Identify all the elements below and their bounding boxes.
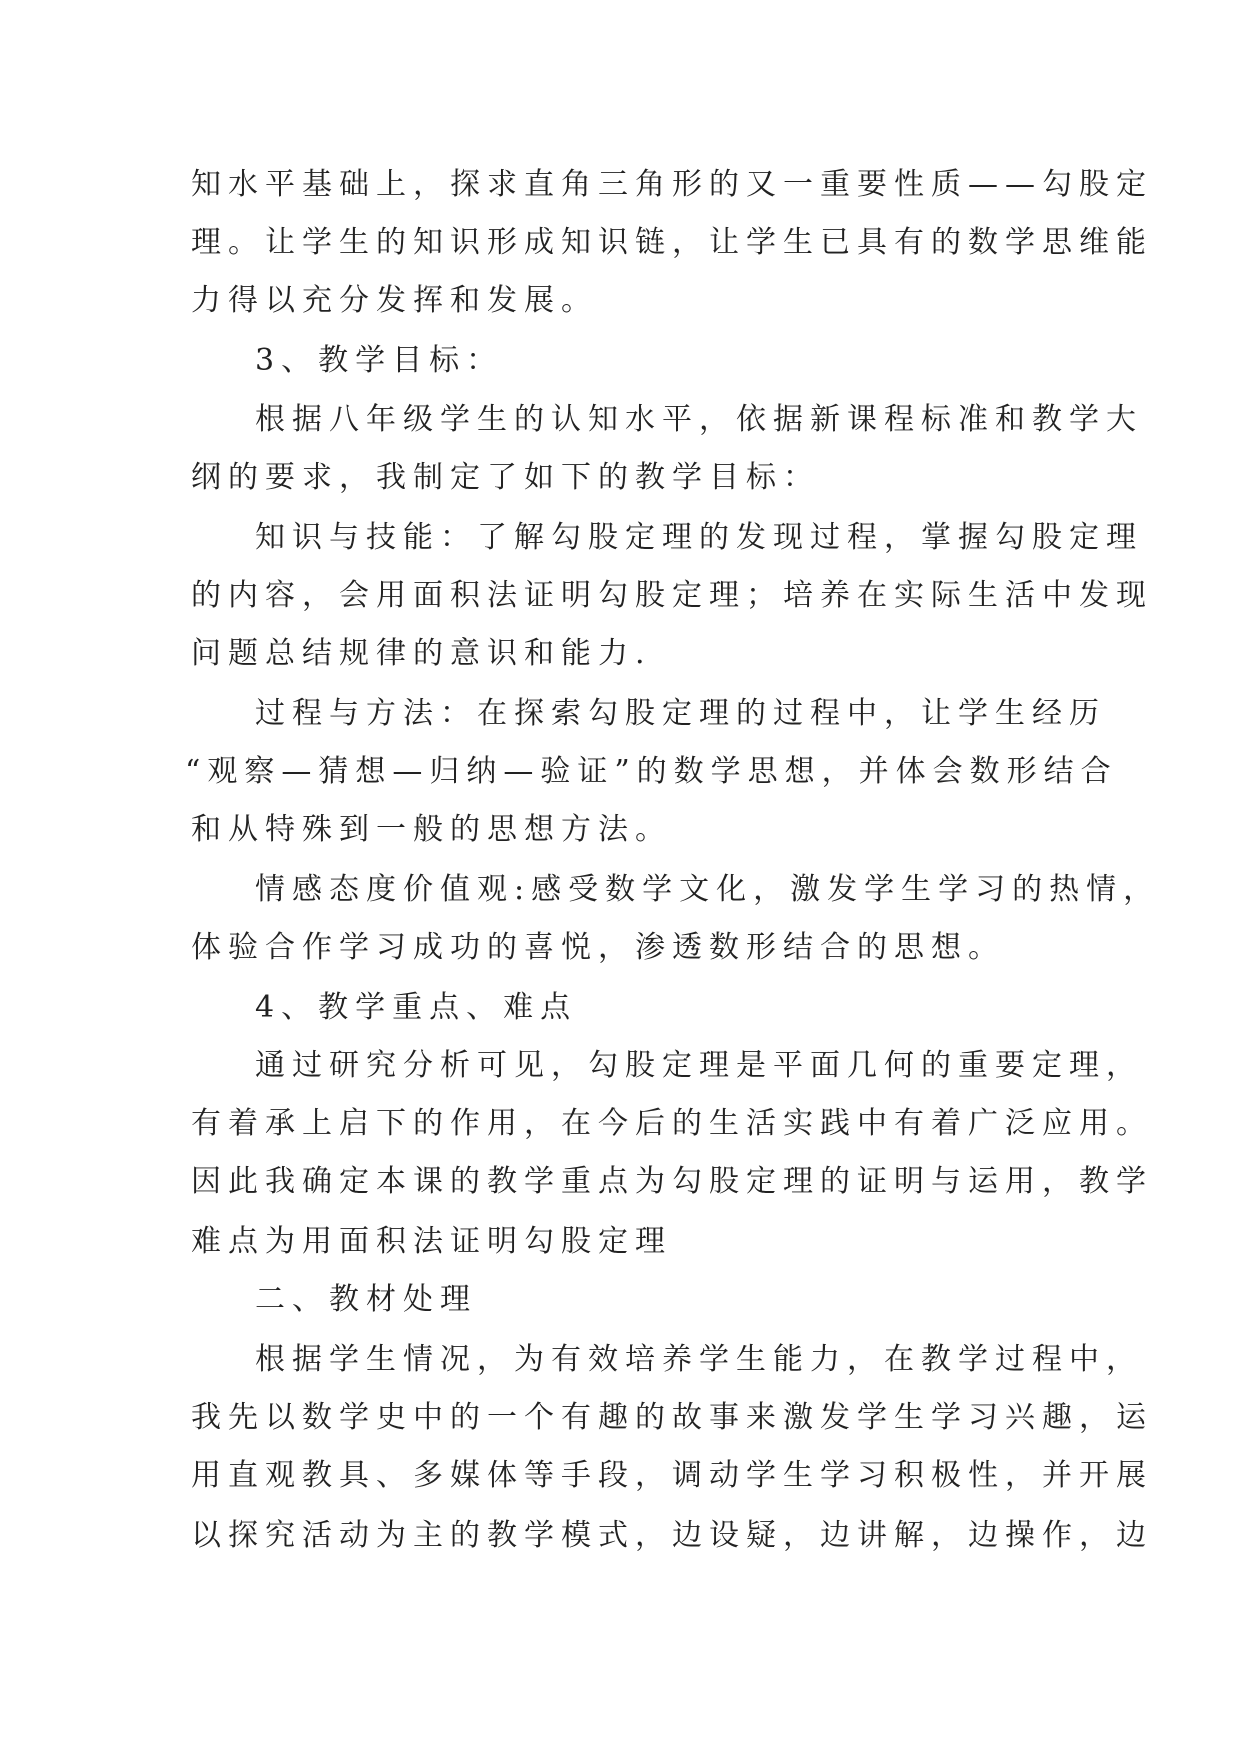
section-heading: 二、教材处理 [255, 1282, 477, 1317]
text-line: 根据学生情况，为有效培养学生能力，在教学过程中， [255, 1342, 1143, 1377]
text-line: 力得以充分发挥和发展。 [191, 283, 598, 318]
section-heading: 4、教学重点、难点 [255, 990, 578, 1025]
text-line: 我先以数学史中的一个有趣的故事来激发学生学习兴趣，运 [191, 1400, 1153, 1435]
text-line: 以探究活动为主的教学模式，边设疑，边讲解，边操作，边 [191, 1518, 1153, 1553]
text-line: 体验合作学习成功的喜悦，渗透数形结合的思想。 [191, 930, 1005, 965]
text-line: 过程与方法：在探索勾股定理的过程中，让学生经历 [255, 696, 1106, 731]
section-heading: 3、教学目标： [255, 343, 504, 378]
text-line: 情感态度价值观:感受数学文化，激发学生学习的热情， [255, 872, 1161, 907]
text-line: 通过研究分析可见，勾股定理是平面几何的重要定理， [255, 1048, 1143, 1083]
text-line: 和从特殊到一般的思想方法。 [191, 812, 672, 847]
text-line: 用直观教具、多媒体等手段，调动学生学习积极性，并开展 [191, 1458, 1153, 1493]
text-line: 理。让学生的知识形成知识链，让学生已具有的数学思维能 [191, 225, 1153, 260]
text-line: 的内容，会用面积法证明勾股定理；培养在实际生活中发现 [191, 578, 1153, 613]
text-line: 难点为用面积法证明勾股定理 [191, 1224, 672, 1259]
text-line: 因此我确定本课的教学重点为勾股定理的证明与运用，教学 [191, 1164, 1153, 1199]
text-line: 知水平基础上，探求直角三角形的又一重要性质——勾股定 [191, 167, 1153, 202]
text-line: “观察—猜想—归纳—验证”的数学思想，并体会数形结合 [185, 754, 1118, 789]
text-line: 有着承上启下的作用，在今后的生活实践中有着广泛应用。 [191, 1106, 1153, 1141]
text-line: 根据八年级学生的认知水平，依据新课程标准和教学大 [255, 402, 1143, 437]
text-line: 知识与技能：了解勾股定理的发现过程，掌握勾股定理 [255, 520, 1143, 555]
text-line: 纲的要求，我制定了如下的教学目标： [191, 460, 820, 495]
text-line: 问题总结规律的意识和能力. [191, 636, 652, 671]
